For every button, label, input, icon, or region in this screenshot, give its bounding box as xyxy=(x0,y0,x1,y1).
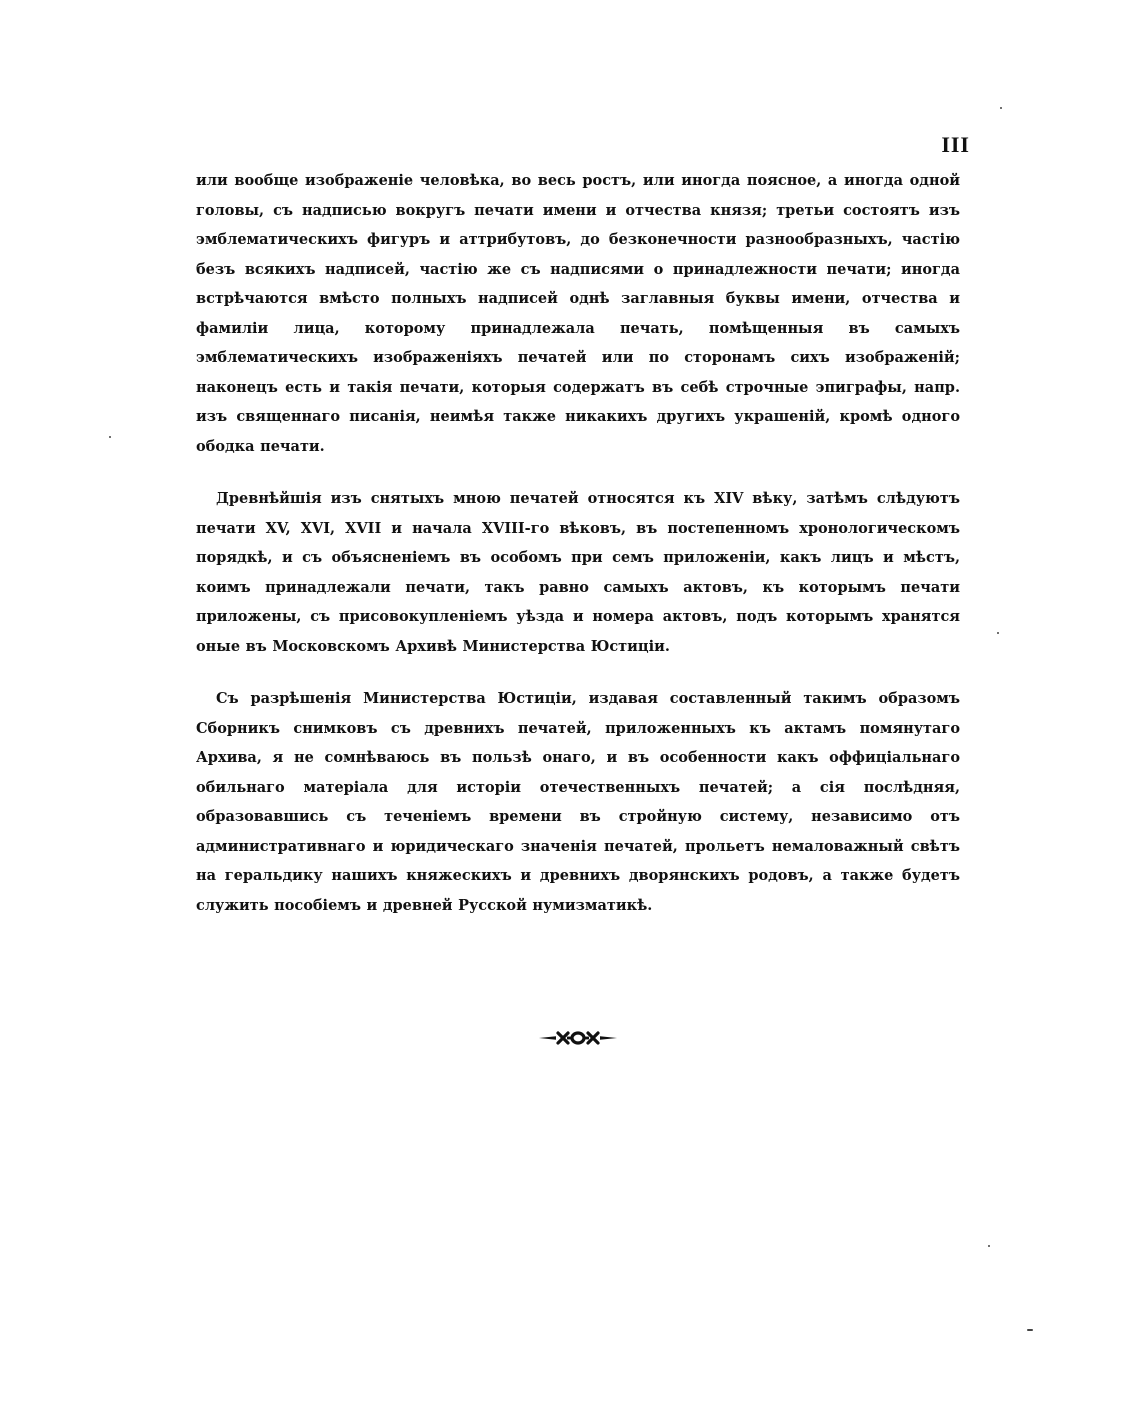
scan-speck xyxy=(109,436,111,438)
paragraph-3: Съ разрѣшенія Министерства Юстиціи, издавая составленный такимъ образомъ Сборникъ снимковъ съ древнихъ печатей, приложенныхъ къ актамъ помянутаго Архива, я не сомнѣваюсь въ пользѣ онаго, и въ особенности какъ оффиціальнаго обильнаго матеріала для исторіи отечественныхъ печатей; а сія послѣдняя, образовавшись съ теченіемъ времени въ стройную систему, независимо отъ административнаго и юридическаго значенія печатей, прольетъ немаловажный свѣтъ на геральдику нашихъ княжескихъ и древнихъ дворянскихъ родовъ, а также будетъ служить пособіемъ и древней Русской нумизматикѣ. xyxy=(196,690,960,914)
paragraph-1: или вообще изображеніе человѣка, во весь ростъ, или иногда поясное, а иногда одной головы, съ надписью вокругъ печати имени и отчества князя; третьи состоятъ изъ эмблематическихъ фигуръ и аттрибутовъ, до безконечности разнообразныхъ, частію безъ всякихъ надписей, частію же съ надписями о принадлежности печати; иногда встрѣчаются вмѣсто полныхъ надписей однѣ заглавныя буквы имени, отчества и фамиліи лица, которому принадлежала печать, помѣщенныя въ самыхъ эмблематическихъ изображеніяхъ печатей или по сторонамъ сихъ изображеній; наконецъ есть и такія печати, которыя содержатъ въ себѣ строчные эпиграфы, напр. изъ священнаго писанія, неимѣя также никакихъ другихъ украшеній, кромѣ одного ободка печати. xyxy=(196,172,960,455)
paragraph-2: Древнѣйшія изъ снятыхъ мною печатей относятся къ XIV вѣку, затѣмъ слѣдуютъ печати XV, XVI, XVII и начала XVIII-го вѣковъ, въ постепенномъ хронологическомъ порядкѣ, и съ объясненіемъ въ особомъ при семъ приложеніи, какъ лицъ и мѣстъ, коимъ принадлежали печати, такъ равно самыхъ актовъ, къ которымъ печати приложены, съ присовокупленіемъ уѣзда и номера актовъ, подъ которымъ хранятся оные въ Московскомъ Архивѣ Министерства Юстиціи. xyxy=(196,490,960,655)
body-text xyxy=(196,166,960,920)
scan-speck xyxy=(1027,1329,1033,1331)
scan-speck xyxy=(1000,107,1002,109)
tailpiece-ornament-icon xyxy=(538,1030,618,1046)
page-number: III xyxy=(941,132,970,157)
scan-speck xyxy=(997,632,999,634)
scan-speck xyxy=(988,1245,990,1247)
